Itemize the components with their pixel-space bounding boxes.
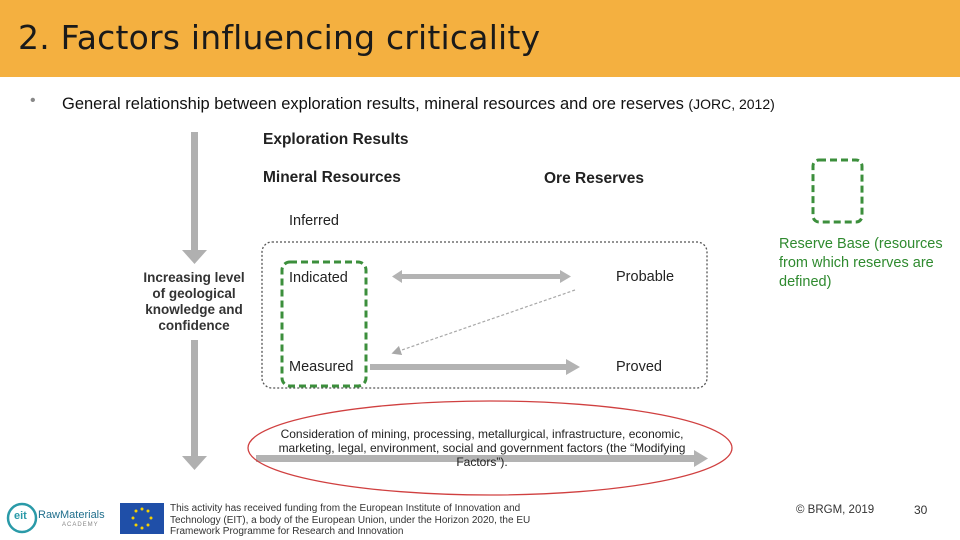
eit-logo-text: eit [14,510,27,522]
proved-label: Proved [616,359,662,375]
indicated-label: Indicated [289,270,348,286]
exploration-results-label: Exploration Results [263,131,409,148]
funding-notice: This activity has received funding from the European Institute of Innovation and Technology (EIT), a body of the European Union, under the Horizon 2020, the EU Framework Programme for Research and Innovation [170,503,531,537]
measured-label: Measured [289,359,354,375]
bullet-main-text: General relationship between exploration results, mineral resources and ore reserves [62,95,684,113]
inferred-label: Inferred [289,213,339,229]
academy-logo-text: ACADEMY [62,522,99,528]
rawmaterials-logo: RawMaterials [38,509,105,521]
reserve-base-label: Reserve Base (resources from which reserves are defined) [779,236,943,290]
bullet-citation: (JORC, 2012) [688,96,775,112]
bullet-icon: • [30,92,36,109]
probable-label: Probable [616,269,675,285]
measured-proved-arrow [370,359,580,375]
page-number: 30 [914,503,928,517]
ore-reserves-label: Ore Reserves [544,170,644,187]
knowledge-confidence-label: Increasing level of geological knowledge and confidence [143,270,245,333]
copyright-text: © BRGM, 2019 [796,504,875,516]
indicated-probable-arrow [392,270,571,283]
probable-measured-diagonal-arrow [396,290,575,352]
page-title: 2. Factors influencing criticality [18,18,541,57]
modifying-factors-text: Consideration of mining, processing, metallurgical, infrastructure, economic, marketing, legal, environment, social and government factors (the “Modifying Factors”). [278,427,686,469]
reserve-base-legend-box [813,160,862,222]
eu-flag-icon [120,503,164,534]
mineral-resources-label: Mineral Resources [263,169,401,186]
